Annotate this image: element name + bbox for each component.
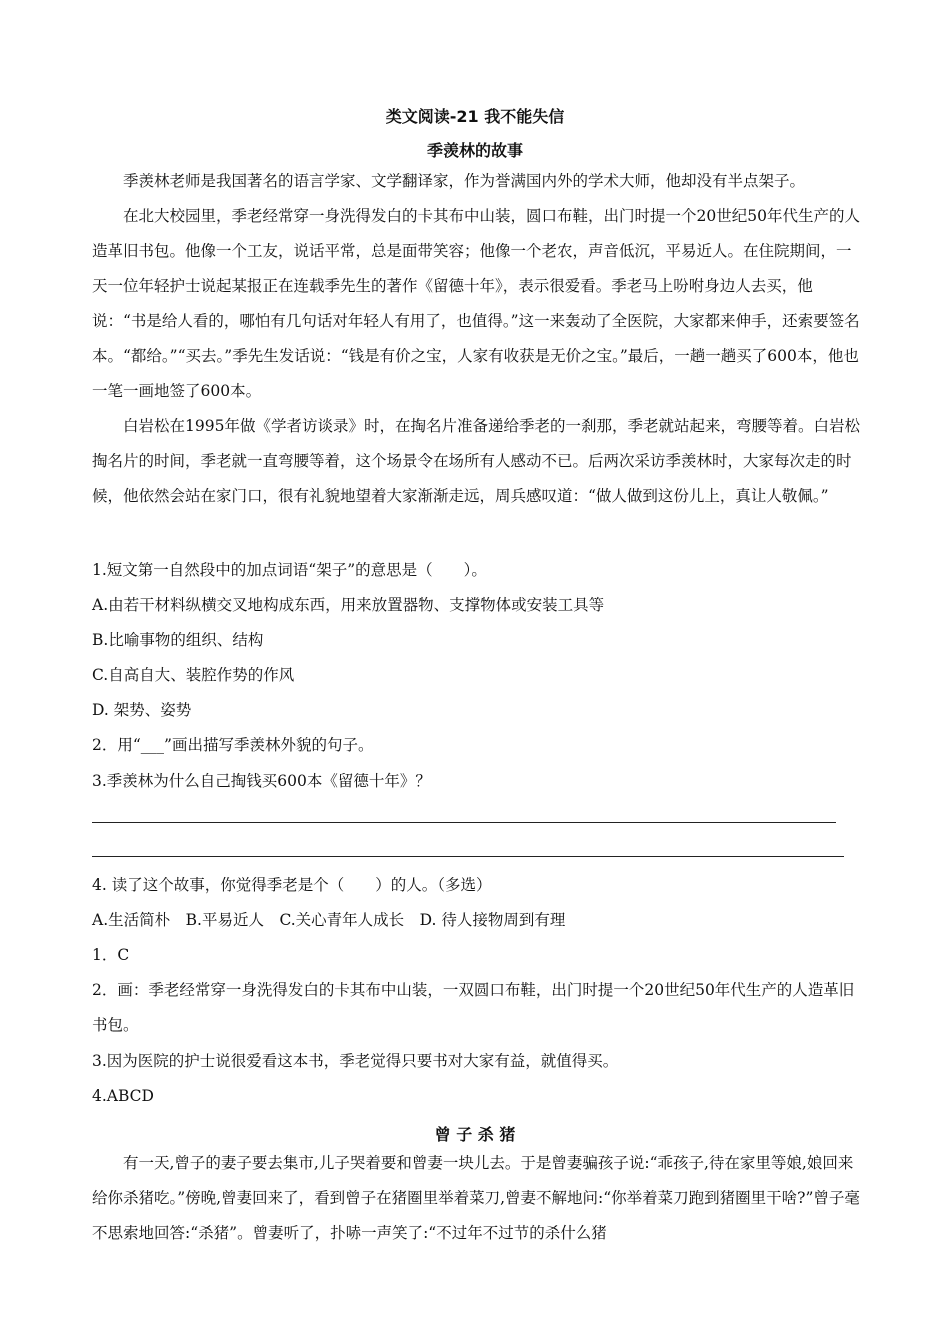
question-4: 4. 读了这个故事，你觉得季老是个（ ）的人。（多选） [92,876,492,894]
answer-3: 3.因为医院的护士说很爱看这本书，季老觉得只要书对大家有益，就值得买。 [92,1052,619,1070]
question-4-options: A.生活简朴 B.平易近人 C.关心青年人成长 D. 待人接物周到有理 [92,911,566,929]
answer-1: 1．C [92,946,130,964]
story1-title: 季羡林的故事 [426,141,523,160]
answer-line-2 [92,856,844,857]
question-1-option-c: C.自高自大、装腔作势的作风 [92,666,295,684]
answer-2: 2．画：季老经常穿一身洗得发白的卡其布中山装，一双圆口布鞋，出门时提一个20世纪50年代生产的人造革旧书包。 [92,981,855,1034]
question-1-option-a: A.由若干材料纵横交叉地构成东西，用来放置器物、支撑物体或安装工具等 [92,596,605,614]
question-1-option-b: B.比喻事物的组织、结构 [92,631,264,649]
answer-2-block [92,973,862,1043]
story1-paragraph-2: 在北大校园里，季老经常穿一身洗得发白的卡其布中山装，圆口布鞋，出门时提一个20世纪50年代生产的人造革旧书包。他像一个工友，说话平常，总是面带笑容；他像一个老农，声音低沉，平易近人。在住院期间，一天一位年轻护士说起某报正在连载季先生的著作《留德十年》，表示很爱看。季老马上吩咐身边人去买，他说：“书是给人看的，哪怕有几句话对年轻人有用了，也值得。”这一来轰动了全医院，大家都来伸手，还索要签名本。“都给。”“买去。”季先生发话说：“钱是有价之宝，人家有收获是无价之宝。”最后，一趟一趟买了600本，他也一笔一画地签了600本。 [92,207,860,400]
story1-paragraph-1: 季羡林老师是我国著名的语言学家、文学翻译家，作为誉满国内外的学术大师，他却没有半点架子。 [123,172,806,190]
story2-paragraph-1: 有一天,曾子的妻子要去集市,儿子哭着要和曾妻一块儿去。于是曾妻骗孩子说:“乖孩子,待在家里等娘,娘回来给你杀猪吃。”傍晚,曾妻回来了，看到曾子在猪圈里举着菜刀,曾妻不解地问:“你举着菜刀跑到猪圈里干啥?”曾子毫不思索地回答:“杀猪”。曾妻听了，扑哧一声笑了:“不过年不过节的杀什么猪 [92,1154,860,1242]
story2-body [92,1146,862,1251]
answer-4: 4.ABCD [92,1087,154,1105]
question-3: 3.季羡林为什么自己掏钱买600本《留德十年》？ [92,772,431,790]
document-title: 类文阅读-21 我不能失信 [385,107,565,126]
question-2: 2．用“___”画出描写季羡林外貌的句子。 [92,736,374,754]
story1-paragraph-3: 白岩松在1995年做《学者访谈录》时，在掏名片准备递给季老的一刹那，季老就站起来，弯腰等着。白岩松掏名片的时间，季老就一直弯腰等着，这个场景令在场所有人感动不已。后两次采访季羡林时，大家每次走的时候，他依然会站在家门口，很有礼貌地望着大家渐渐走远，周兵感叹道：“做人做到这份儿上，真让人敬佩。” [92,417,860,505]
question-1: 1.短文第一自然段中的加点词语“架子”的意思是（ ）。 [92,561,487,579]
answer-line-1 [92,822,836,823]
story2-title: 曾 子 杀 猪 [434,1125,516,1144]
question-1-option-d: D. 架势、姿势 [92,701,192,719]
story1-body [92,164,862,514]
